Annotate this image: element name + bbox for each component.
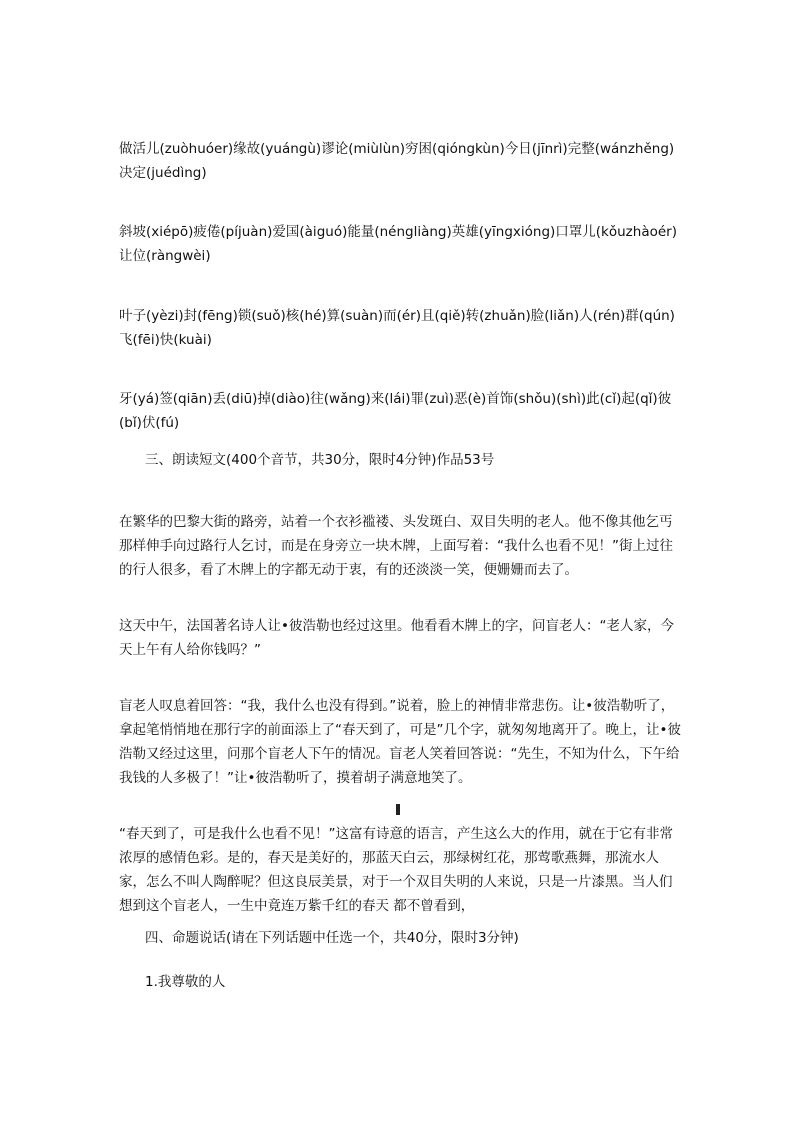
- topic-1: 1.我尊敬的人: [145, 974, 226, 990]
- vocab-line-1: 做活儿(zuòhuóer)缘故(yuángù)谬论(miùlùn)穷困(qióngkùn)今日(jīnrì)完整(wánzhěng)决定(juédìng): [119, 141, 675, 181]
- paragraph-2: 这天中午，法国著名诗人让•彼浩勒也经过这里。他看看木牌上的字，问盲老人：“老人家，今天上午有人给你钱吗？”: [119, 618, 674, 658]
- vocab-line-3: 叶子(yèzi)封(fēng)锁(suǒ)核(hé)算(suàn)而(ér)且(qiě)转(zhuǎn)脸(liǎn)人(rén)群(qún)飞(fēi)快(kuài): [119, 308, 675, 348]
- paragraph-4: “春天到了，可是我什么也看不见！”这富有诗意的语言，产生这么大的作用，就在于它有非常浓厚的感情色彩。是的，春天是美好的，那蓝天白云，那绿树红花，那莺歌燕舞，那流水人家，怎么不叫人陶醉呢？但这良辰美景，对于一个双目失明的人来说，只是一片漆黑。当人们想到这个盲老人，一生中竟连万紫千红的春天 都不曾看到，: [119, 826, 673, 914]
- page-break-mark: [396, 804, 400, 815]
- section-3-title: 三、朗读短文(400个音节，共30分，限时4分钟)作品53号: [145, 452, 495, 468]
- vocab-line-4: 牙(yá)签(qiān)丢(diū)掉(diào)往(wǎng)来(lái)罪(zuì)恶(è)首饰(shǒu)(shì)此(cǐ)起(qǐ)彼(bǐ)伏(fú): [119, 391, 672, 431]
- vocab-line-2: 斜坡(xiépō)疲倦(píjuàn)爱国(àiguó)能量(néngliàng)英雄(yīngxióng)口罩儿(kǒuzhàoér)让位(ràngwèi): [119, 224, 677, 264]
- section-4-title: 四、命题说话(请在下列话题中任选一个，共40分，限时3分钟): [145, 930, 519, 946]
- paragraph-1: 在繁华的巴黎大街的路旁，站着一个衣衫褴褛、头发斑白、双目失明的老人。他不像其他乞丐那样伸手向过路行人乞讨，而是在身旁立一块木牌，上面写着：“我什么也看不见！”街上过往的行人很多，看了木牌上的字都无动于衷，有的还淡淡一笑，便姗姗而去了。: [119, 514, 673, 578]
- paragraph-3: 盲老人叹息着回答：“我，我什么也没有得到。”说着，脸上的神情非常悲伤。让•彼浩勒听了，拿起笔悄悄地在那行字的前面添上了“春天到了，可是”几个字，就匆匆地离开了。晚上，让•彼浩勒又经过这里，问那个盲老人下午的情况。盲老人笑着回答说：“先生，不知为什么，下午给我钱的人多极了！”让•彼浩勒听了，摸着胡子满意地笑了。: [119, 698, 681, 786]
